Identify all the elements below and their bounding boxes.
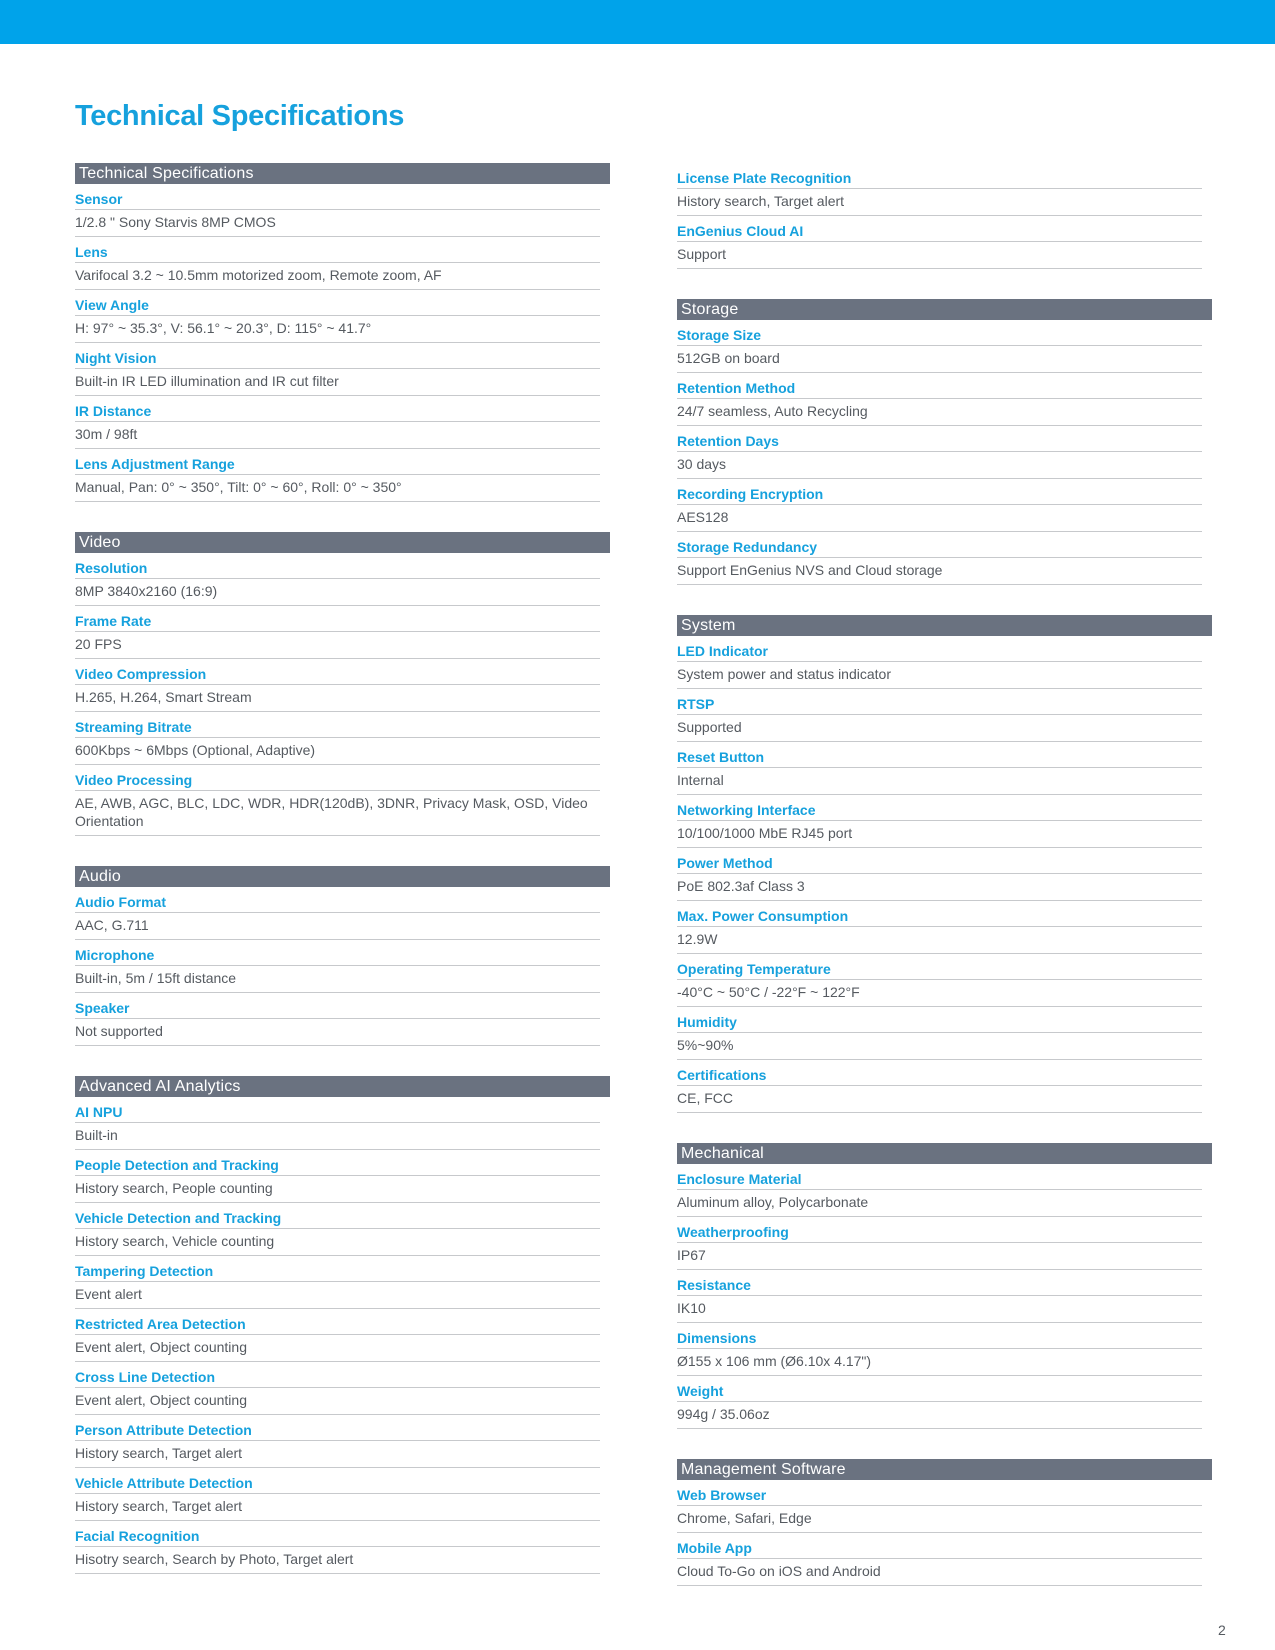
spec-row-led-indicator <box>677 636 1202 689</box>
spec-row-engenius-cloud-ai <box>677 216 1202 269</box>
spec-row-humidity <box>677 1007 1202 1060</box>
spec-value: PoE 802.3af Class 3 <box>677 874 1202 901</box>
spec-value: IK10 <box>677 1296 1202 1323</box>
spec-row-retention-method <box>677 373 1202 426</box>
spec-label: Vehicle Attribute Detection <box>75 1468 600 1494</box>
page-title: Technical Specifications <box>75 100 405 132</box>
spec-row-license-plate-recognition <box>677 163 1202 216</box>
spec-value: 20 FPS <box>75 632 600 659</box>
spec-label: People Detection and Tracking <box>75 1150 600 1176</box>
spec-row-recording-encryption <box>677 479 1202 532</box>
spec-value: H.265, H.264, Smart Stream <box>75 685 600 712</box>
spec-value: History search, People counting <box>75 1176 600 1203</box>
spec-value: 8MP 3840x2160 (16:9) <box>75 579 600 606</box>
spec-row-people-detection-and-tracking <box>75 1150 600 1203</box>
spec-label: View Angle <box>75 290 600 316</box>
spec-row-cross-line-detection <box>75 1362 600 1415</box>
spec-value: 994g / 35.06oz <box>677 1402 1202 1429</box>
spec-value: 30m / 98ft <box>75 422 600 449</box>
spec-row-storage-size <box>677 320 1202 373</box>
spec-label: Enclosure Material <box>677 1164 1202 1190</box>
spec-label: IR Distance <box>75 396 600 422</box>
spec-row-streaming-bitrate <box>75 712 600 765</box>
spec-value: History search, Target alert <box>75 1494 600 1521</box>
spec-label: Video Processing <box>75 765 600 791</box>
spec-row-weatherproofing <box>677 1217 1202 1270</box>
spec-section-management-software <box>677 1459 1212 1586</box>
spec-label: Recording Encryption <box>677 479 1202 505</box>
top-accent-bar <box>0 0 1275 44</box>
section-header: Advanced AI Analytics <box>75 1076 610 1097</box>
section-header: Video <box>75 532 610 553</box>
spec-value: -40°C ~ 50°C / -22°F ~ 122°F <box>677 980 1202 1007</box>
spec-value: Ø155 x 106 mm (Ø6.10x 4.17") <box>677 1349 1202 1376</box>
spec-row-power-method <box>677 848 1202 901</box>
spec-row-night-vision <box>75 343 600 396</box>
spec-value: Hisotry search, Search by Photo, Target alert <box>75 1547 600 1574</box>
spec-value: 5%~90% <box>677 1033 1202 1060</box>
spec-label: Weight <box>677 1376 1202 1402</box>
spec-value: 512GB on board <box>677 346 1202 373</box>
spec-value: AAC, G.711 <box>75 913 600 940</box>
spec-value: Built-in IR LED illumination and IR cut filter <box>75 369 600 396</box>
spec-label: LED Indicator <box>677 636 1202 662</box>
spec-row-rtsp <box>677 689 1202 742</box>
spec-row-video-compression <box>75 659 600 712</box>
spec-row-person-attribute-detection <box>75 1415 600 1468</box>
spec-value: 12.9W <box>677 927 1202 954</box>
section-header: Storage <box>677 299 1212 320</box>
spec-value: Varifocal 3.2 ~ 10.5mm motorized zoom, Remote zoom, AF <box>75 263 600 290</box>
spec-label: Restricted Area Detection <box>75 1309 600 1335</box>
spec-row-frame-rate <box>75 606 600 659</box>
spec-row-resistance <box>677 1270 1202 1323</box>
page-number: 2 <box>1218 1622 1226 1638</box>
spec-label: Mobile App <box>677 1533 1202 1559</box>
spec-label: Max. Power Consumption <box>677 901 1202 927</box>
section-header: Management Software <box>677 1459 1212 1480</box>
spec-row-vehicle-detection-and-tracking <box>75 1203 600 1256</box>
spec-section-continued <box>677 163 1212 269</box>
spec-value: System power and status indicator <box>677 662 1202 689</box>
spec-label: Resistance <box>677 1270 1202 1296</box>
spec-section-advanced-ai-analytics <box>75 1076 610 1574</box>
section-header: Audio <box>75 866 610 887</box>
spec-row-restricted-area-detection <box>75 1309 600 1362</box>
spec-value: 1/2.8 " Sony Starvis 8MP CMOS <box>75 210 600 237</box>
spec-label: Certifications <box>677 1060 1202 1086</box>
spec-row-retention-days <box>677 426 1202 479</box>
spec-value: Support EnGenius NVS and Cloud storage <box>677 558 1202 585</box>
spec-label: Lens <box>75 237 600 263</box>
spec-value: 10/100/1000 MbE RJ45 port <box>677 821 1202 848</box>
spec-value: Support <box>677 242 1202 269</box>
spec-row-operating-temperature <box>677 954 1202 1007</box>
spec-value: Aluminum alloy, Polycarbonate <box>677 1190 1202 1217</box>
spec-label: EnGenius Cloud AI <box>677 216 1202 242</box>
spec-section-storage <box>677 299 1212 585</box>
spec-label: Cross Line Detection <box>75 1362 600 1388</box>
spec-row-resolution <box>75 553 600 606</box>
spec-value: History search, Target alert <box>75 1441 600 1468</box>
spec-section-video <box>75 532 610 836</box>
spec-label: Tampering Detection <box>75 1256 600 1282</box>
spec-row-vehicle-attribute-detection <box>75 1468 600 1521</box>
spec-label: Video Compression <box>75 659 600 685</box>
spec-section-system <box>677 615 1212 1113</box>
spec-row-dimensions <box>677 1323 1202 1376</box>
spec-row-ai-npu <box>75 1097 600 1150</box>
spec-value: Event alert, Object counting <box>75 1388 600 1415</box>
spec-row-ir-distance <box>75 396 600 449</box>
section-header: Technical Specifications <box>75 163 610 184</box>
spec-row-certifications <box>677 1060 1202 1113</box>
spec-label: Power Method <box>677 848 1202 874</box>
section-header: System <box>677 615 1212 636</box>
spec-value: History search, Vehicle counting <box>75 1229 600 1256</box>
spec-row-max-power-consumption <box>677 901 1202 954</box>
spec-row-lens <box>75 237 600 290</box>
spec-label: AI NPU <box>75 1097 600 1123</box>
spec-label: RTSP <box>677 689 1202 715</box>
spec-value: Cloud To-Go on iOS and Android <box>677 1559 1202 1586</box>
spec-row-sensor <box>75 184 600 237</box>
spec-label: Audio Format <box>75 887 600 913</box>
spec-label: Weatherproofing <box>677 1217 1202 1243</box>
spec-label: Streaming Bitrate <box>75 712 600 738</box>
spec-label: Person Attribute Detection <box>75 1415 600 1441</box>
spec-value: Supported <box>677 715 1202 742</box>
spec-label: Speaker <box>75 993 600 1019</box>
spec-label: Storage Redundancy <box>677 532 1202 558</box>
spec-value: Chrome, Safari, Edge <box>677 1506 1202 1533</box>
spec-value: History search, Target alert <box>677 189 1202 216</box>
spec-label: Networking Interface <box>677 795 1202 821</box>
spec-value: Event alert <box>75 1282 600 1309</box>
spec-value: Manual, Pan: 0° ~ 350°, Tilt: 0° ~ 60°, Roll: 0° ~ 350° <box>75 475 600 502</box>
spec-label: Retention Method <box>677 373 1202 399</box>
spec-label: Storage Size <box>677 320 1202 346</box>
spec-label: Web Browser <box>677 1480 1202 1506</box>
spec-label: Facial Recognition <box>75 1521 600 1547</box>
spec-row-web-browser <box>677 1480 1202 1533</box>
spec-label: Lens Adjustment Range <box>75 449 600 475</box>
spec-label: Frame Rate <box>75 606 600 632</box>
spec-value: AE, AWB, AGC, BLC, LDC, WDR, HDR(120dB), 3DNR, Privacy Mask, OSD, Video Orientation <box>75 791 600 836</box>
spec-label: Microphone <box>75 940 600 966</box>
spec-row-speaker <box>75 993 600 1046</box>
right-spec-column <box>677 163 1212 1616</box>
spec-label: Resolution <box>75 553 600 579</box>
spec-section-mechanical <box>677 1143 1212 1429</box>
spec-value: 24/7 seamless, Auto Recycling <box>677 399 1202 426</box>
spec-value: AES128 <box>677 505 1202 532</box>
spec-row-microphone <box>75 940 600 993</box>
spec-row-facial-recognition <box>75 1521 600 1574</box>
spec-value: Built-in <box>75 1123 600 1150</box>
spec-value: Event alert, Object counting <box>75 1335 600 1362</box>
spec-label: License Plate Recognition <box>677 163 1202 189</box>
spec-row-lens-adjustment-range <box>75 449 600 502</box>
spec-row-tampering-detection <box>75 1256 600 1309</box>
spec-value: 600Kbps ~ 6Mbps (Optional, Adaptive) <box>75 738 600 765</box>
spec-value: IP67 <box>677 1243 1202 1270</box>
spec-value: Built-in, 5m / 15ft distance <box>75 966 600 993</box>
spec-label: Night Vision <box>75 343 600 369</box>
spec-label: Retention Days <box>677 426 1202 452</box>
spec-value: CE, FCC <box>677 1086 1202 1113</box>
spec-value: Internal <box>677 768 1202 795</box>
spec-section-technical-specifications <box>75 163 610 502</box>
spec-label: Dimensions <box>677 1323 1202 1349</box>
spec-row-audio-format <box>75 887 600 940</box>
spec-label: Sensor <box>75 184 600 210</box>
spec-label: Humidity <box>677 1007 1202 1033</box>
section-header: Mechanical <box>677 1143 1212 1164</box>
spec-row-view-angle <box>75 290 600 343</box>
spec-row-reset-button <box>677 742 1202 795</box>
spec-row-mobile-app <box>677 1533 1202 1586</box>
spec-row-enclosure-material <box>677 1164 1202 1217</box>
left-spec-column <box>75 163 610 1604</box>
spec-row-storage-redundancy <box>677 532 1202 585</box>
spec-row-video-processing <box>75 765 600 836</box>
spec-value: 30 days <box>677 452 1202 479</box>
spec-section-audio <box>75 866 610 1046</box>
spec-label: Operating Temperature <box>677 954 1202 980</box>
spec-row-networking-interface <box>677 795 1202 848</box>
spec-value: Not supported <box>75 1019 600 1046</box>
spec-value: H: 97° ~ 35.3°, V: 56.1° ~ 20.3°, D: 115° ~ 41.7° <box>75 316 600 343</box>
spec-label: Reset Button <box>677 742 1202 768</box>
spec-row-weight <box>677 1376 1202 1429</box>
spec-label: Vehicle Detection and Tracking <box>75 1203 600 1229</box>
